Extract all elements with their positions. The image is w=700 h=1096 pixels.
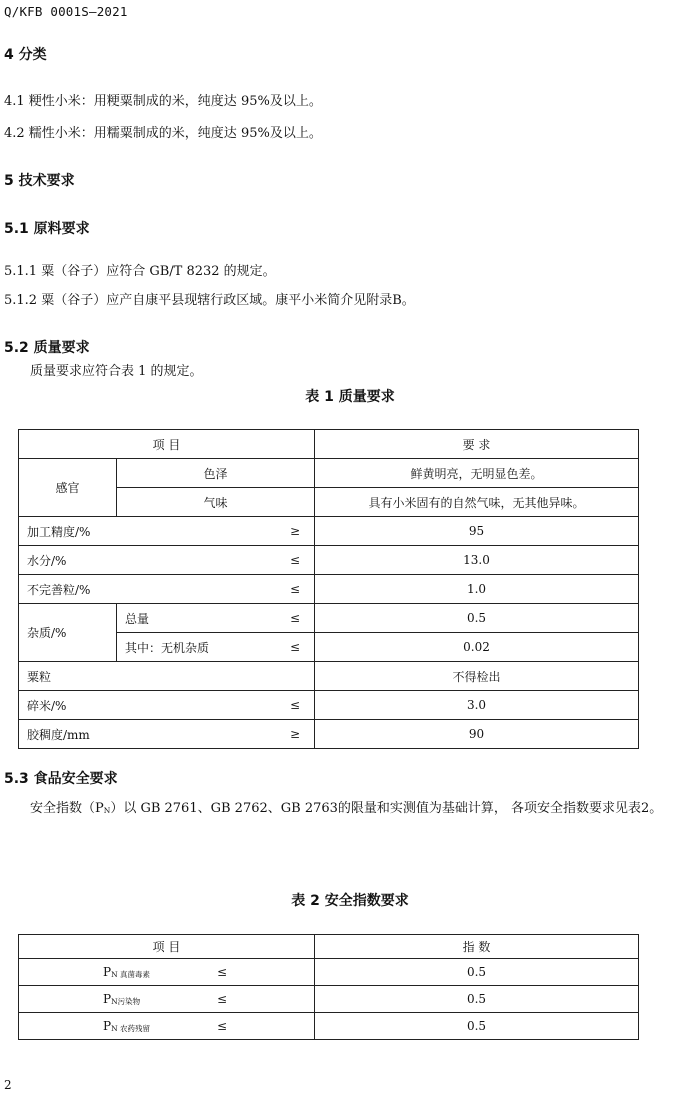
imperfect-cell [19, 575, 315, 604]
moisture-value-cell: 13.0 [315, 546, 639, 575]
section-5-2-text: 质量要求应符合表 1 的规定。 [30, 364, 203, 379]
section-4-title: 4 分类 [4, 47, 47, 63]
odor-requirement-cell: 具有小米固有的自然气味，无其他异味。 [315, 488, 639, 517]
pesticide-index-cell [19, 1013, 315, 1040]
contaminant-index-cell [19, 986, 315, 1013]
mycotoxin-index-cell [19, 959, 315, 986]
broken-cell [19, 691, 315, 720]
contaminant-value-cell: 0.5 [315, 986, 639, 1013]
table-row [19, 959, 639, 986]
precision-cell [19, 517, 315, 546]
broken-label: 碎米/% [27, 698, 67, 713]
table-row [19, 546, 639, 575]
sensory-group-cell: 感官 [19, 459, 117, 517]
section-5-1-2-text: 5.1.2 粟（谷子）应产自康平县现辖行政区域。康平小米简介见附录B。 [4, 293, 415, 308]
table-row [19, 662, 639, 691]
table-row [19, 575, 639, 604]
inorganic-impurity-symbol: ≤ [289, 640, 301, 654]
grain-cell: 粟粒 [19, 662, 315, 691]
imperfect-value-cell: 1.0 [315, 575, 639, 604]
section-5-1-title: 5.1 原料要求 [4, 221, 90, 237]
inorganic-impurity-cell [117, 633, 315, 662]
table-row [19, 459, 639, 488]
page-number: 2 [4, 1078, 12, 1092]
inorganic-impurity-label: 其中：无机杂质 [125, 640, 210, 655]
table-1-header-requirement: 要 求 [315, 430, 639, 459]
section-5-1-1-text: 5.1.1 粟（谷子）应符合 GB/T 8232 的规定。 [4, 264, 276, 279]
pesticide-p-subscript: N 农药残留 [111, 1023, 151, 1033]
contaminant-symbol: ≤ [217, 992, 228, 1006]
table-row [19, 720, 639, 749]
table-1-caption: 表 1 质量要求 [305, 389, 395, 405]
color-requirement-cell: 鲜黄明亮，无明显色差。 [315, 459, 639, 488]
precision-value-cell: 95 [315, 517, 639, 546]
precision-symbol: ≥ [289, 524, 301, 538]
section-4-2-text: 4.2 糯性小米：用糯粟制成的米，纯度达 95%及以上。 [4, 126, 322, 141]
impurity-total-cell [117, 604, 315, 633]
moisture-symbol: ≤ [289, 553, 301, 567]
section-5-3-text-before: 安全指数（P [30, 801, 104, 816]
inorganic-impurity-value-cell: 0.02 [315, 633, 639, 662]
mycotoxin-p-subscript: N 真菌毒素 [111, 969, 151, 979]
impurity-total-symbol: ≤ [289, 611, 301, 625]
gel-label: 胶稠度/mm [27, 727, 90, 742]
moisture-label: 水分/% [27, 553, 67, 568]
table-row [19, 691, 639, 720]
imperfect-symbol: ≤ [289, 582, 301, 596]
table-row [19, 935, 639, 959]
table-2-header-item: 项 目 [19, 935, 315, 959]
section-5-2-title: 5.2 质量要求 [4, 340, 90, 356]
gel-symbol: ≥ [289, 727, 301, 741]
moisture-cell [19, 546, 315, 575]
table-1-header-item: 项 目 [19, 430, 315, 459]
table-row [19, 604, 639, 633]
grain-value-cell: 不得检出 [315, 662, 639, 691]
table-row [19, 517, 639, 546]
pesticide-p-symbol: P [103, 1018, 112, 1033]
table-row [19, 430, 639, 459]
mycotoxin-p-symbol: P [103, 964, 112, 979]
odor-cell: 气味 [117, 488, 315, 517]
table-2-header-index: 指 数 [315, 935, 639, 959]
impurity-total-label: 总量 [125, 611, 150, 626]
imperfect-label: 不完善粒/% [27, 582, 91, 597]
color-cell: 色泽 [117, 459, 315, 488]
section-5-3-text [4, 796, 690, 824]
pesticide-value-cell: 0.5 [315, 1013, 639, 1040]
section-5-title: 5 技术要求 [4, 173, 75, 189]
mycotoxin-symbol: ≤ [217, 965, 228, 979]
table-2-caption: 表 2 安全指数要求 [291, 893, 409, 909]
gel-value-cell: 90 [315, 720, 639, 749]
contaminant-p-subscript: N污染物 [111, 996, 141, 1006]
quality-requirements-table [18, 429, 639, 749]
document-code: Q/KFB 0001S—2021 [4, 4, 128, 19]
pesticide-symbol: ≤ [217, 1019, 228, 1033]
table-row [19, 986, 639, 1013]
section-5-3-title: 5.3 食品安全要求 [4, 771, 118, 787]
section-5-3-text-subscript: N [103, 806, 111, 815]
impurity-group-cell: 杂质/% [19, 604, 117, 662]
broken-value-cell: 3.0 [315, 691, 639, 720]
section-5-3-text-after: ）以 GB 2761、GB 2762、GB 2763的限量和实测值为基础计算， 各项安全指数要求见表2。 [110, 801, 663, 816]
precision-label: 加工精度/% [27, 524, 91, 539]
impurity-total-value-cell: 0.5 [315, 604, 639, 633]
section-4-1-text: 4.1 粳性小米：用粳粟制成的米，纯度达 95%及以上。 [4, 94, 322, 109]
contaminant-p-symbol: P [103, 991, 112, 1006]
gel-cell [19, 720, 315, 749]
mycotoxin-value-cell: 0.5 [315, 959, 639, 986]
table-row [19, 1013, 639, 1040]
broken-symbol: ≤ [289, 698, 301, 712]
safety-index-table [18, 934, 639, 1040]
